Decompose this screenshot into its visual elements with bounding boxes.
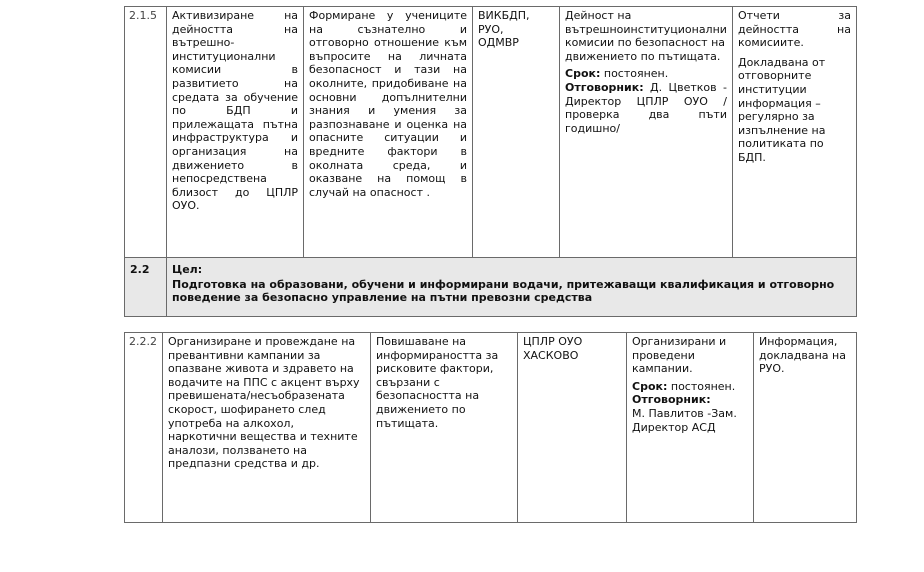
deadline-line bbox=[632, 380, 748, 394]
goal-cell bbox=[167, 258, 857, 317]
reporting-cell bbox=[733, 7, 857, 258]
partners-text: ЦПЛР ОУО ХАСКОВО bbox=[523, 335, 583, 362]
row-number bbox=[125, 333, 163, 523]
row-number-text: 2.2.2 bbox=[129, 335, 157, 348]
goal-label: Цел: bbox=[172, 263, 203, 276]
partners-cell bbox=[473, 7, 560, 258]
row-number bbox=[125, 7, 167, 258]
table-row bbox=[125, 7, 857, 258]
reporting-cell bbox=[754, 333, 857, 523]
table-row bbox=[125, 333, 857, 523]
reporting-text-2: Докладвана от отговорните институции информация – регулярно за изпълнение на политиката по БДП. bbox=[738, 55, 826, 164]
activity-cell bbox=[167, 7, 304, 258]
responsible-value: Д. Цветков - Директор ЦПЛР ОУО /проверка два пъти годишно/ bbox=[565, 80, 728, 135]
activity-text: Организиране и провеждане на превантивни кампании за опазване живота и здравето на водачите на ППС с акцент върху превишената/несъобразената скорост, шофирането след употреба на алкохол, наркотични вещества и техните аналози, ползването на предпазни средства и др. bbox=[168, 335, 360, 471]
activity-text: Активизиране на дейността на вътрешно-институционални комисии в развитието на средата за обучение по БДП и прилежащата пътна инфраструктура и организация на движението в непосредствена близост до ЦПЛР ОУО. bbox=[172, 9, 298, 213]
indicator-text: Организирани и проведени кампании. bbox=[632, 335, 727, 376]
partners-cell bbox=[518, 333, 627, 523]
indicator-cell bbox=[627, 333, 754, 523]
responsible-label: Отговорник: bbox=[632, 393, 711, 407]
deadline-value: постоянен. bbox=[670, 379, 736, 393]
description-cell bbox=[304, 7, 473, 258]
partners-text: ВИКБДП, РУО, ОДМВР bbox=[478, 9, 530, 50]
table-upper bbox=[124, 6, 857, 317]
description-text: Формиране у учениците на съзнателно и отговорно отношение към въпросите на личната безопасност и тази на околните, придобиване на основни допълнителни знания и умения за разпознаване и оценка на опасните ситуации и вредните фактори в околната среда, и оказване на помощ в случай на опасност . bbox=[309, 9, 467, 199]
activity-cell bbox=[163, 333, 371, 523]
reporting-text-1: Отчети за дейността на комисиите. bbox=[738, 9, 851, 50]
deadline-line bbox=[565, 67, 727, 81]
table-lower bbox=[124, 332, 857, 523]
responsible-value: М. Павлитов -Зам. Директор АСД bbox=[632, 406, 737, 434]
deadline-label: Срок: bbox=[565, 67, 601, 81]
deadline-label: Срок: bbox=[632, 379, 668, 393]
row-number-text: 2.1.5 bbox=[129, 9, 157, 22]
indicator-cell bbox=[560, 7, 733, 258]
responsible-label: Отговорник: bbox=[565, 80, 644, 94]
indicator-text: Дейност на вътрешноинституционални комисии по безопасност на движението по пътищата. bbox=[565, 9, 727, 63]
table-row-goal bbox=[125, 258, 857, 317]
description-cell bbox=[371, 333, 518, 523]
goal-text: Подготовка на образовани, обучени и информирани водачи, притежаващи квалификация и отговорно поведение за безопасно управление на пътни превозни средства bbox=[172, 277, 835, 305]
goal-number-cell bbox=[125, 258, 167, 317]
deadline-value: постоянен. bbox=[603, 67, 669, 81]
description-text: Повишаване на информираността за рисковите фактори, свързани с безопасността на движението по пътищата. bbox=[376, 335, 499, 430]
goal-number: 2.2 bbox=[130, 263, 150, 276]
responsible-line bbox=[565, 81, 727, 135]
reporting-text: Информация, докладвана на РУО. bbox=[759, 335, 846, 376]
